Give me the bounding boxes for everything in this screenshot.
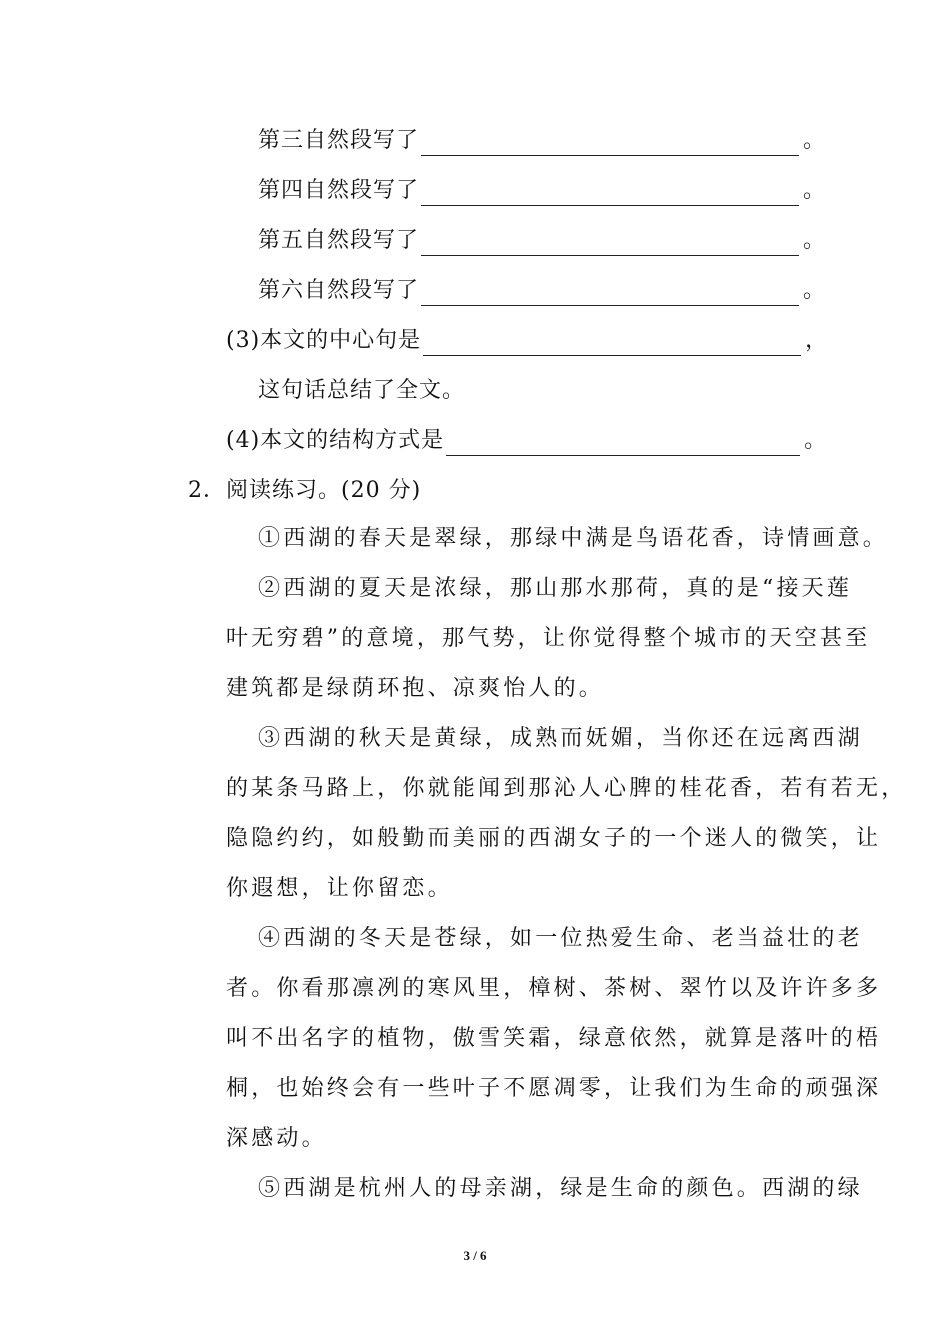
- fill-line-paragraph-6: [258, 276, 826, 306]
- fill-line-paragraph-3: [258, 126, 826, 156]
- answer-blank[interactable]: [421, 185, 799, 206]
- passage-line: ⑤西湖是杭州人的母亲湖，绿是生命的颜色。西湖的绿: [258, 1176, 863, 1201]
- answer-blank[interactable]: [446, 435, 800, 456]
- answer-blank[interactable]: [421, 235, 799, 256]
- passage-line: 深感动。: [226, 1126, 327, 1151]
- fill-line-end-punct: 。: [803, 278, 827, 303]
- page-number: 3 / 6: [463, 1248, 487, 1263]
- passage-line: 建筑都是绿荫环抱、凉爽怡人的。: [226, 676, 605, 701]
- question-3-end-punct: ，: [805, 328, 829, 353]
- fill-line-label: 第六自然段写了: [258, 278, 420, 303]
- question-4: [226, 426, 827, 456]
- fill-line-label: 第三自然段写了: [258, 128, 420, 153]
- passage-line: ②西湖的夏天是浓绿，那山那水那荷，真的是“接天莲: [258, 576, 853, 601]
- fill-line-end-punct: 。: [803, 178, 827, 203]
- passage-line: 者。你看那凛冽的寒风里，樟树、茶树、翠竹以及许许多多: [226, 976, 882, 1001]
- passage-line: ③西湖的秋天是黄绿，成熟而妩媚，当你还在远离西湖: [258, 726, 863, 751]
- passage-line: ①西湖的春天是翠绿，那绿中满是鸟语花香，诗情画意。: [258, 526, 889, 551]
- section-2-title: 2．阅读练习。(20 分): [188, 478, 422, 503]
- passage-line: 你遐想，让你留恋。: [226, 876, 453, 901]
- passage-line: ④西湖的冬天是苍绿，如一位热爱生命、老当益壮的老: [258, 926, 863, 951]
- passage-line: 的某条马路上，你就能闻到那沁人心脾的桂花香，若有若无，: [226, 776, 907, 801]
- fill-line-end-punct: 。: [803, 228, 827, 253]
- fill-line-label: 第四自然段写了: [258, 178, 420, 203]
- passage-line: 叫不出名字的植物，傲雪笑霜，绿意依然，就算是落叶的梧: [226, 1026, 882, 1051]
- question-3-label: (3)本文的中心句是: [226, 328, 422, 353]
- passage-line: 叶无穷碧”的意境，那气势，让你觉得整个城市的天空甚至: [226, 626, 871, 651]
- question-4-end-punct: 。: [804, 428, 828, 453]
- answer-blank[interactable]: [421, 135, 799, 156]
- question-3-continuation: 这句话总结了全文。: [258, 378, 466, 403]
- fill-line-paragraph-4: [258, 176, 826, 206]
- passage-line: 桐，也始终会有一些叶子不愿凋零，让我们为生命的顽强深: [226, 1076, 882, 1101]
- fill-line-paragraph-5: [258, 226, 826, 256]
- question-4-label: (4)本文的结构方式是: [226, 428, 445, 453]
- passage-line: 隐隐约约，如般勤而美丽的西湖女子的一个迷人的微笑，让: [226, 826, 882, 851]
- fill-line-end-punct: 。: [803, 128, 827, 153]
- question-3: [226, 326, 828, 356]
- answer-blank[interactable]: [423, 335, 801, 356]
- fill-line-label: 第五自然段写了: [258, 228, 420, 253]
- answer-blank[interactable]: [421, 285, 799, 306]
